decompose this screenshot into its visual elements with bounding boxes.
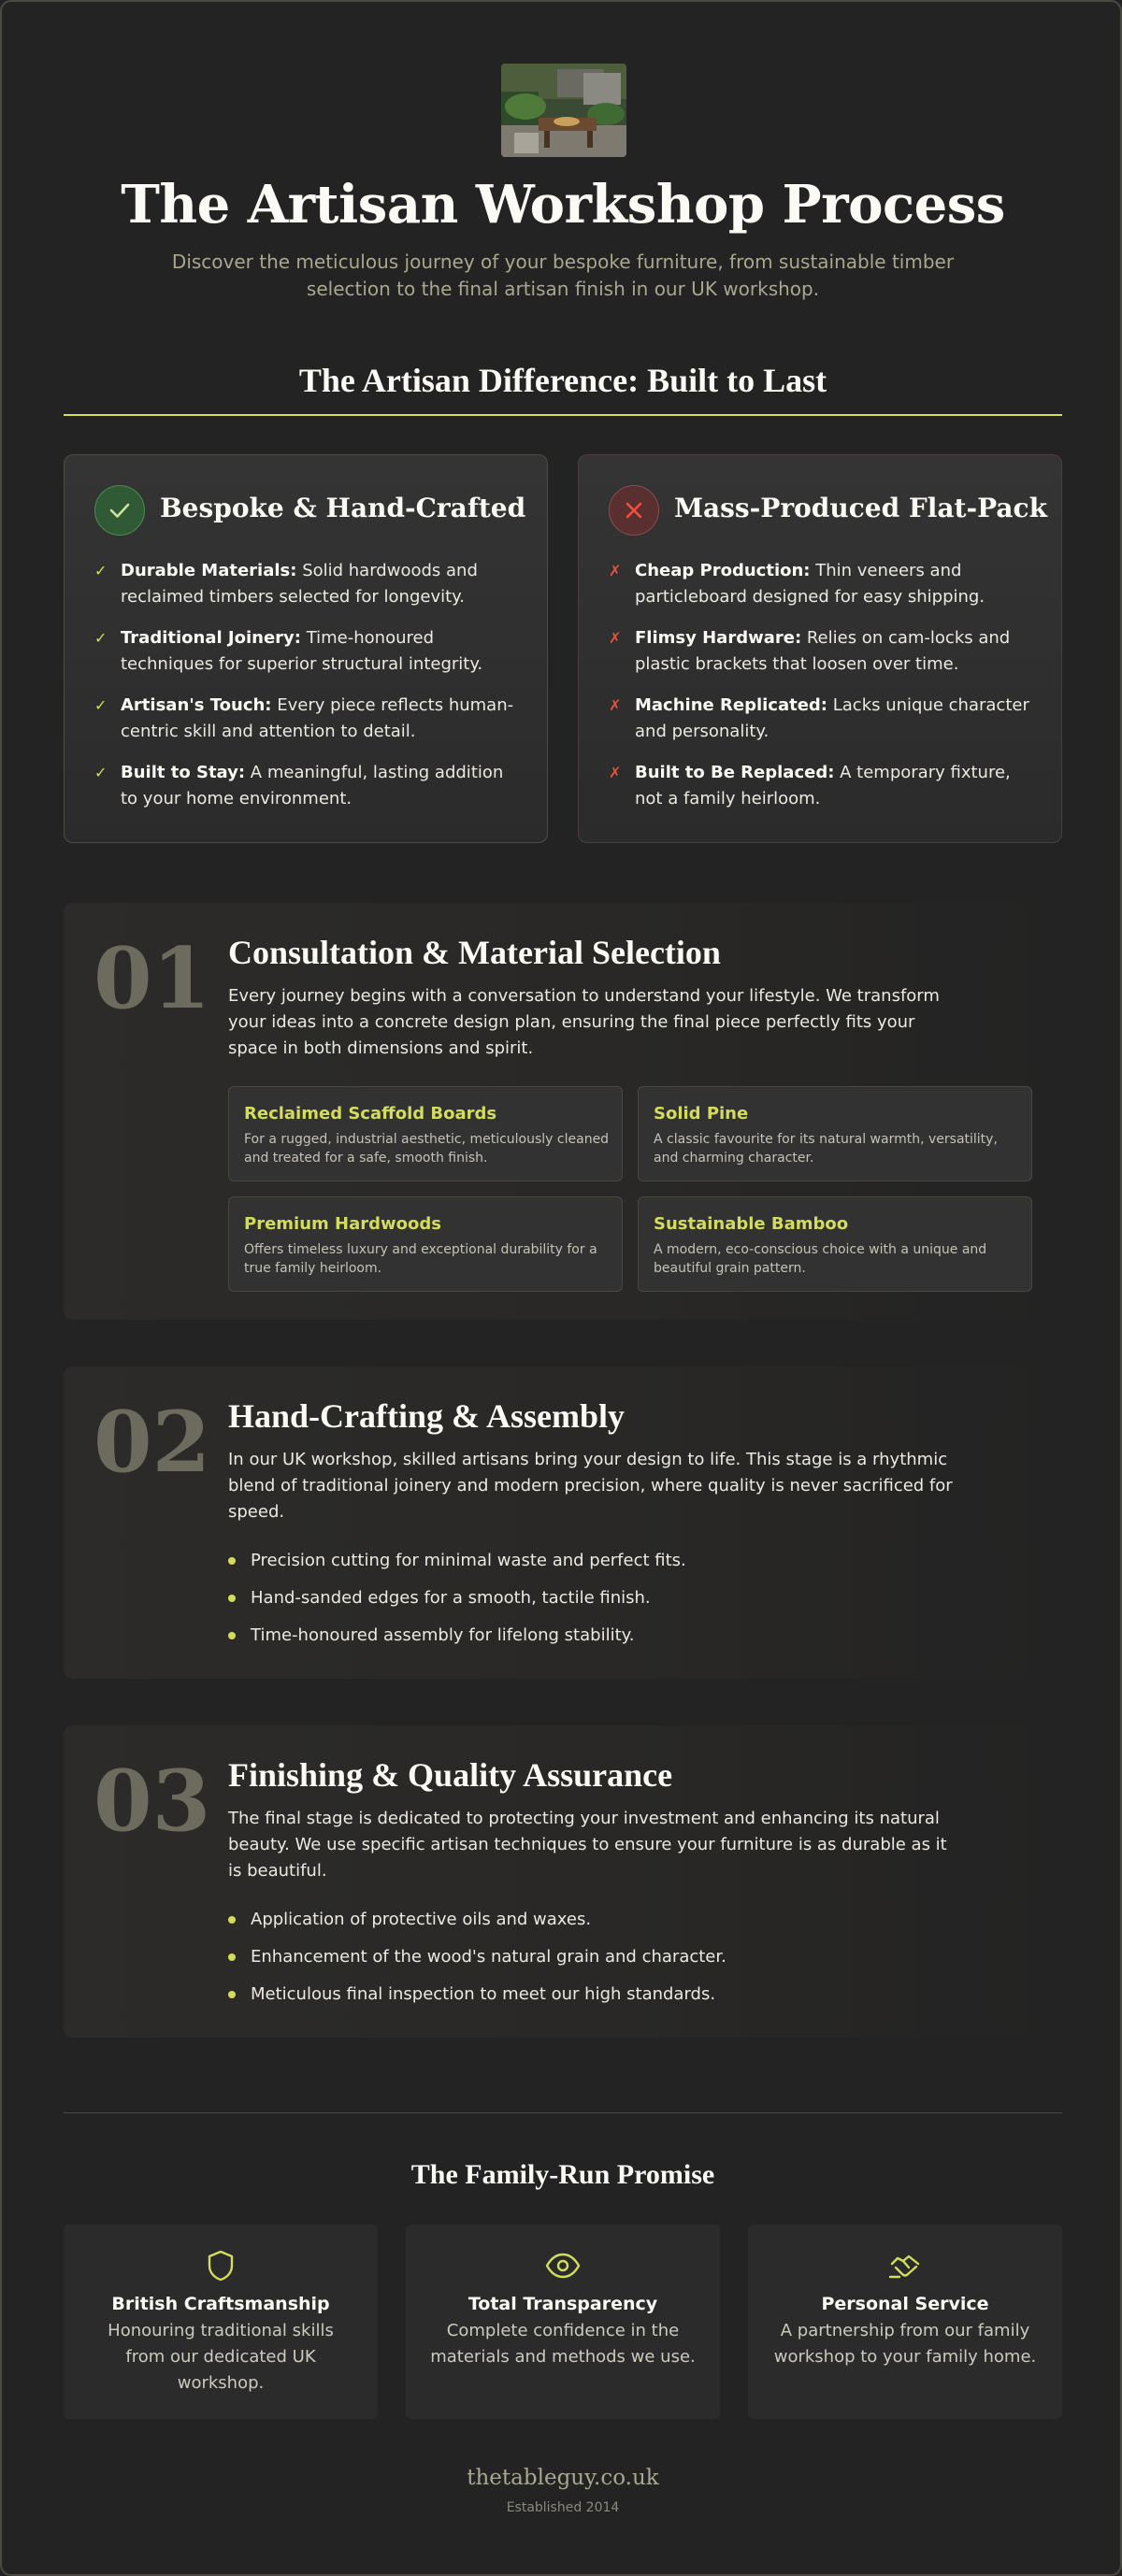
list-item: ✓ Built to Stay: A meaningful, lasting addition to your home environment. [94, 760, 525, 812]
material-card-hardwoods [228, 1196, 623, 1292]
step-title: Consultation & Material Selection [228, 934, 721, 971]
cross-icon: ✗ [609, 764, 622, 781]
promise-title: Personal Service [821, 2294, 989, 2314]
checkmark-icon: ✓ [94, 562, 108, 580]
workshop-photo [501, 64, 626, 157]
page-subtitle: Discover the meticulous journey of your bespoke furniture, from sustainable timber selection to the final artisan finish in our UK workshop. [171, 250, 955, 300]
step-bullet-list [228, 1907, 976, 2019]
step-number: 03 [94, 1752, 211, 1851]
list-item: ✗ Built to Be Replaced: A temporary fixture, not a family heirloom. [609, 760, 1039, 812]
material-card-pine [638, 1086, 1032, 1181]
step-consultation [64, 903, 1062, 1320]
promise-title: British Craftsmanship [111, 2294, 330, 2314]
list-item: ✓ Artisan's Touch: Every piece reflects human-centric skill and attention to detail. [94, 693, 525, 745]
bespoke-card [64, 454, 548, 843]
list-item: Time-honoured assembly for lifelong stability. [228, 1623, 976, 1649]
step-finishing [64, 1725, 1062, 2038]
list-item: ✓ Traditional Joinery: Time-honoured techniques for superior structural integrity. [94, 625, 525, 678]
list-item: Application of protective oils and waxes. [228, 1907, 976, 1933]
list-item: Hand-sanded edges for a smooth, tactile finish. [228, 1585, 976, 1611]
material-description: A classic favourite for its natural warmth, versatility, and charming character. [654, 1132, 998, 1166]
step-title: Hand-Crafting & Assembly [228, 1397, 626, 1435]
checkmark-icon: ✓ [94, 764, 108, 781]
flatpack-list [609, 558, 1039, 827]
promise-description: A partnership from our family workshop to your family home. [773, 2321, 1037, 2367]
list-item: Enhancement of the wood's natural grain and character. [228, 1944, 976, 1970]
list-item: ✗ Machine Replicated: Lacks unique character and personality. [609, 693, 1039, 745]
handshake-icon [886, 2247, 924, 2284]
material-description: A modern, eco-conscious choice with a unique and beautiful grain pattern. [654, 1242, 987, 1276]
list-item: Precision cutting for minimal waste and perfect fits. [228, 1548, 976, 1574]
list-item: ✗ Cheap Production: Thin veneers and particleboard designed for easy shipping. [609, 558, 1039, 610]
list-item: ✓ Durable Materials: Solid hardwoods and reclaimed timbers selected for longevity. [94, 558, 525, 610]
eye-icon [544, 2247, 582, 2284]
promise-description: Honouring traditional skills from our dedicated UK workshop. [108, 2321, 334, 2393]
material-name: Sustainable Bamboo [654, 1214, 849, 1234]
comparison-heading: The Artisan Difference: Built to Last [298, 362, 827, 399]
flatpack-card [578, 454, 1062, 843]
step-number: 02 [94, 1393, 211, 1492]
step-crafting [64, 1367, 1062, 1679]
shield-icon [202, 2247, 239, 2284]
step-title: Finishing & Quality Assurance [228, 1756, 673, 1794]
list-item: Meticulous final inspection to meet our high standards. [228, 1982, 976, 2008]
promise-card-service [748, 2225, 1062, 2419]
section-divider [64, 2112, 1062, 2113]
material-name: Solid Pine [654, 1104, 749, 1123]
material-name: Reclaimed Scaffold Boards [244, 1104, 497, 1123]
footer-established: Established 2014 [506, 2500, 620, 2515]
page-title: The Artisan Workshop Process [121, 174, 1005, 236]
promise-card-craftsmanship [64, 2225, 378, 2419]
cross-icon: ✗ [609, 696, 622, 714]
material-description: Offers timeless luxury and exceptional durability for a true family heirloom. [244, 1242, 597, 1276]
flatpack-card-title: Mass-Produced Flat-Pack [674, 493, 1047, 523]
promise-description: Complete confidence in the materials and methods we use. [430, 2321, 696, 2367]
cross-icon: ✗ [609, 629, 622, 647]
x-icon [609, 485, 659, 536]
check-icon [94, 485, 145, 536]
material-card-bamboo [638, 1196, 1032, 1292]
step-description: The final stage is dedicated to protecting your investment and enhancing its natural beauty. We use specific artisan techniques to ensure your furniture is as durable as it is beautiful. [228, 1809, 947, 1881]
step-bullet-list [228, 1548, 976, 1660]
heading-divider [64, 414, 1062, 416]
checkmark-icon: ✓ [94, 629, 108, 647]
bespoke-list [94, 558, 525, 827]
list-item: ✗ Flimsy Hardware: Relies on cam-locks and plastic brackets that loosen over time. [609, 625, 1039, 678]
step-number: 01 [94, 929, 211, 1028]
material-name: Premium Hardwoods [244, 1214, 441, 1234]
material-description: For a rugged, industrial aesthetic, meticulously cleaned and treated for a safe, smooth finish. [244, 1132, 610, 1166]
step-description: Every journey begins with a conversation to understand your lifestyle. We transform your ideas into a concrete design plan, ensuring the final piece perfectly fits your space in both dimensions and spirit. [228, 986, 940, 1058]
bespoke-card-title: Bespoke & Hand-Crafted [160, 493, 526, 523]
footer-site-link[interactable]: thetableguy.co.uk [467, 2466, 659, 2490]
material-card-scaffold [228, 1086, 623, 1181]
promise-heading: The Family-Run Promise [410, 2159, 715, 2190]
step-description: In our UK workshop, skilled artisans bring your design to life. This stage is a rhythmic blend of traditional joinery and modern precision, where quality is never sacrificed for speed. [228, 1450, 953, 1522]
checkmark-icon: ✓ [94, 696, 108, 714]
promise-card-transparency [406, 2225, 720, 2419]
promise-title: Total Transparency [468, 2294, 658, 2314]
cross-icon: ✗ [609, 562, 622, 580]
